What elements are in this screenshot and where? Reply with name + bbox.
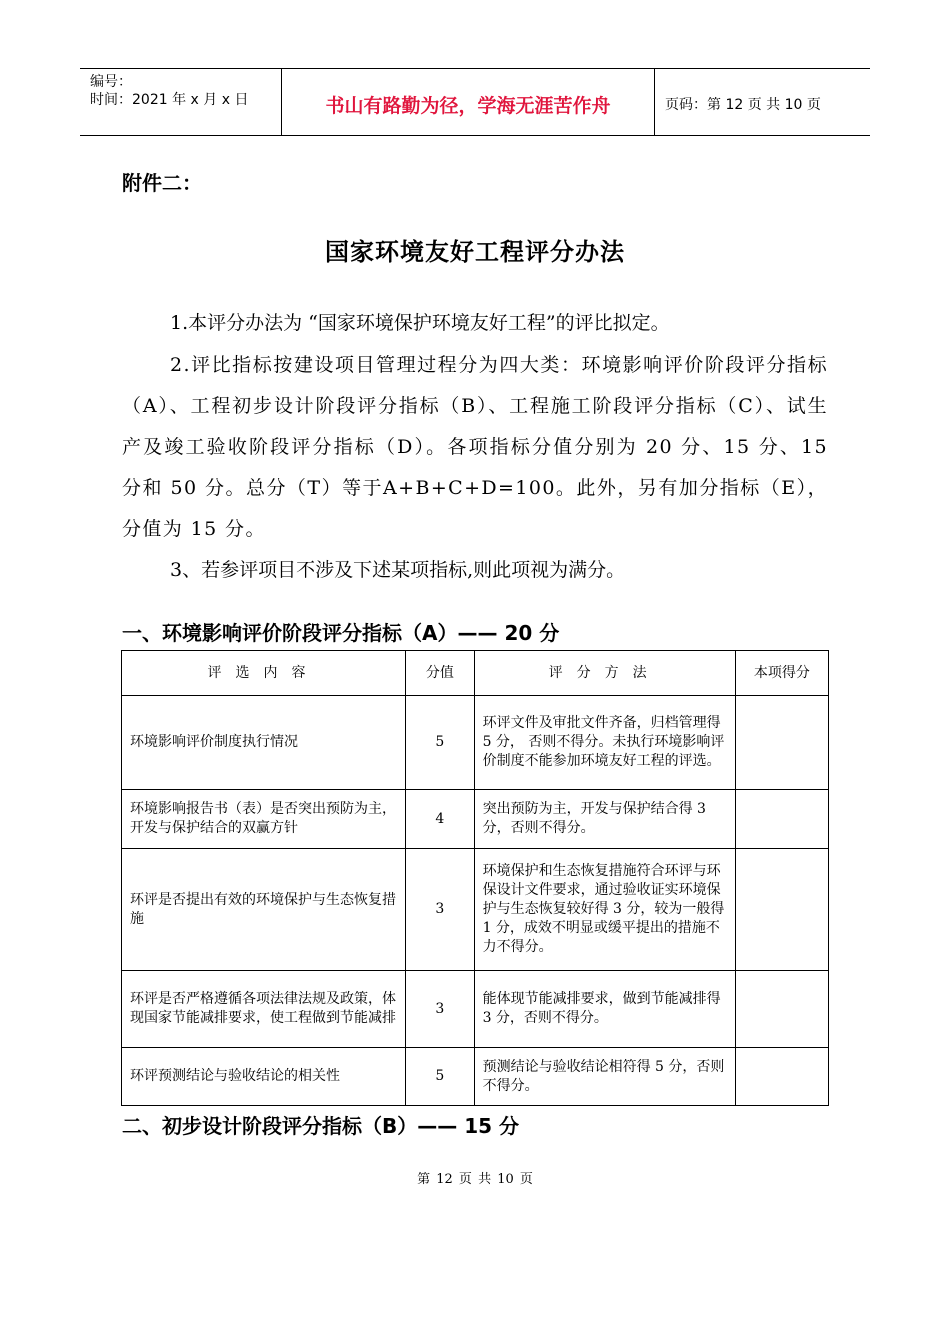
paragraph-3: 3、若参评项目不涉及下述某项指标,则此项视为满分。 xyxy=(170,559,626,581)
column-header-content: 评选内容 xyxy=(122,651,406,696)
page-header xyxy=(80,68,870,136)
scoring-table-a xyxy=(121,650,829,1106)
row-result xyxy=(735,971,828,1048)
header-time: 时间：2021 年 x 月 x 日 xyxy=(90,92,249,108)
column-header-result: 本项得分 xyxy=(735,651,828,696)
row-result xyxy=(735,790,828,849)
row-score: 3 xyxy=(406,849,475,971)
table-row xyxy=(122,790,829,849)
table-row xyxy=(122,696,829,790)
header-meta xyxy=(90,73,248,109)
row-method: 突出预防为主，开发与保护结合得 3 分，否则不得分。 xyxy=(474,790,735,849)
paragraph-2: 2.评比指标按建设项目管理过程分为四大类：环境影响评价阶段评分指标（A）、工程初步设计阶段评分指标（B）、工程施工阶段评分指标（C）、试生产及竣工验收阶段评分指标（D）。各项指标分值分别为 20 分、15 分、15 分和 50 分。总分（T）等于A+B+C+D=100。此外，另有加分指标（E），分值为 15 分。 xyxy=(122,354,828,540)
table-row xyxy=(122,971,829,1048)
row-result xyxy=(735,849,828,971)
table-row xyxy=(122,1048,829,1106)
document-title: 国家环境友好工程评分办法 xyxy=(325,237,625,266)
table-row xyxy=(122,849,829,971)
row-method: 能体现节能减排要求，做到节能减排得 3 分，否则不得分。 xyxy=(474,971,735,1048)
table-header-row xyxy=(122,651,829,696)
header-divider xyxy=(654,69,655,135)
section-heading-a: 一、环境影响评价阶段评分指标（A）—— 20 分 xyxy=(122,621,560,645)
row-score: 4 xyxy=(406,790,475,849)
header-page-info: 页码：第 12 页 共 10 页 xyxy=(665,97,821,113)
row-result xyxy=(735,696,828,790)
header-motto: 书山有路勤为径，学海无涯苦作舟 xyxy=(325,95,611,117)
row-method: 预测结论与验收结论相符得 5 分，否则不得分。 xyxy=(474,1048,735,1106)
row-content: 环境影响评价制度执行情况 xyxy=(122,696,406,790)
row-score: 3 xyxy=(406,971,475,1048)
section-heading-b: 二、初步设计阶段评分指标（B）—— 15 分 xyxy=(122,1114,520,1138)
row-content: 环评预测结论与验收结论的相关性 xyxy=(122,1048,406,1106)
column-header-score: 分值 xyxy=(406,651,475,696)
row-content: 环评是否严格遵循各项法律法规及政策，体现国家节能减排要求，使工程做到节能减排 xyxy=(122,971,406,1048)
header-number: 编号： xyxy=(90,74,132,90)
row-content: 环境影响报告书（表）是否突出预防为主，开发与保护结合的双赢方针 xyxy=(122,790,406,849)
row-method: 环境保护和生态恢复措施符合环评与环保设计文件要求，通过验收证实环境保护与生态恢复较好得 3 分，较为一般得 1 分，成效不明显或缓平提出的措施不力不得分。 xyxy=(474,849,735,971)
row-score: 5 xyxy=(406,1048,475,1106)
row-content: 环评是否提出有效的环境保护与生态恢复措施 xyxy=(122,849,406,971)
row-result xyxy=(735,1048,828,1106)
appendix-label: 附件二： xyxy=(122,171,202,195)
row-method: 环评文件及审批文件齐备，归档管理得 5 分， 否则不得分。未执行环境影响评价制度不能参加环境友好工程的评选。 xyxy=(474,696,735,790)
page-footer: 第 12 页 共 10 页 xyxy=(417,1172,533,1187)
row-score: 5 xyxy=(406,696,475,790)
column-header-method: 评分方法 xyxy=(474,651,735,696)
paragraph-1: 1.本评分办法为 “国家环境保护环境友好工程”的评比拟定。 xyxy=(170,312,670,334)
